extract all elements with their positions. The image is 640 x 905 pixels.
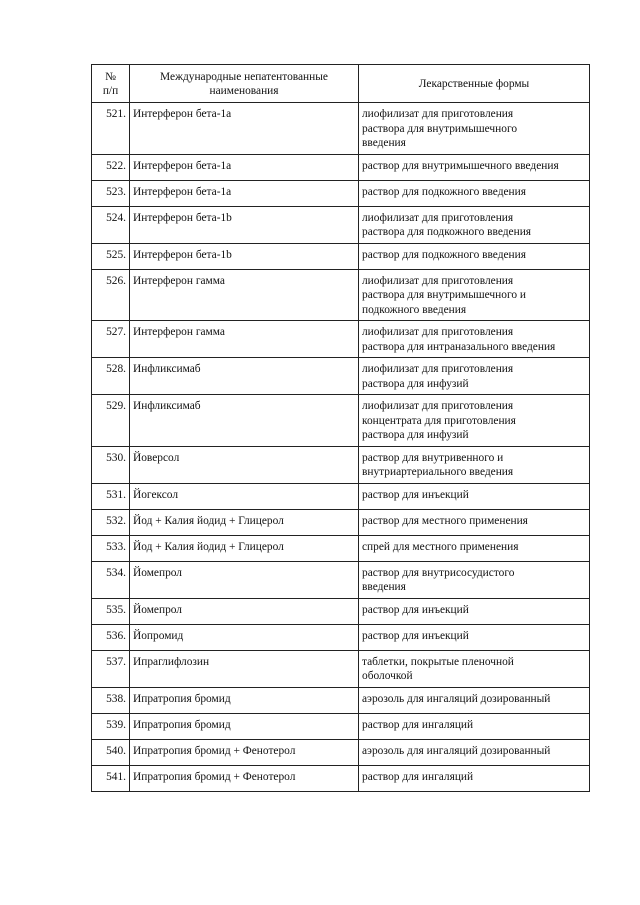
dosage-form: раствор для внутрисосудистого введения: [359, 561, 590, 598]
drug-name: Интерферон бета-1а: [130, 154, 359, 180]
row-number: 522.: [92, 154, 130, 180]
table-body: [92, 103, 590, 792]
dosage-form: раствор для ингаляций: [359, 713, 590, 739]
drug-name: Йомепрол: [130, 598, 359, 624]
drug-name: Йомепрол: [130, 561, 359, 598]
drug-name: Ипратропия бромид + Фенотерол: [130, 739, 359, 765]
dosage-form: раствор для инъекций: [359, 598, 590, 624]
drug-table: [91, 64, 590, 792]
dosage-form: раствор для инъекций: [359, 483, 590, 509]
dosage-form: раствор для ингаляций: [359, 765, 590, 791]
drug-name: Интерферон гамма: [130, 269, 359, 321]
table-row: [92, 535, 590, 561]
dosage-form: спрей для местного применения: [359, 535, 590, 561]
dosage-form: лиофилизат для приготовления раствора для подкожного введения: [359, 206, 590, 243]
table-row: [92, 561, 590, 598]
row-number: 537.: [92, 650, 130, 687]
table-row: [92, 154, 590, 180]
table-row: [92, 180, 590, 206]
header-number: № п/п: [92, 65, 130, 103]
header-form: Лекарственные формы: [359, 65, 590, 103]
dosage-form: лиофилизат для приготовления раствора для внутримышечного введения: [359, 103, 590, 155]
drug-name: Йогексол: [130, 483, 359, 509]
drug-name: Интерферон бета-1b: [130, 206, 359, 243]
table-row: [92, 650, 590, 687]
table-row: [92, 739, 590, 765]
drug-name: Йоверсол: [130, 446, 359, 483]
dosage-form: раствор для инъекций: [359, 624, 590, 650]
table-row: [92, 269, 590, 321]
dosage-form: лиофилизат для приготовления раствора для интраназального введения: [359, 321, 590, 358]
row-number: 534.: [92, 561, 130, 598]
row-number: 527.: [92, 321, 130, 358]
table-row: [92, 598, 590, 624]
row-number: 540.: [92, 739, 130, 765]
row-number: 536.: [92, 624, 130, 650]
row-number: 529.: [92, 395, 130, 447]
table-header: [92, 65, 590, 103]
drug-name: Инфликсимаб: [130, 358, 359, 395]
drug-name: Йопромид: [130, 624, 359, 650]
table-row: [92, 483, 590, 509]
drug-name: Йод + Калия йодид + Глицерол: [130, 509, 359, 535]
row-number: 524.: [92, 206, 130, 243]
table-row: [92, 765, 590, 791]
row-number: 525.: [92, 243, 130, 269]
row-number: 531.: [92, 483, 130, 509]
dosage-form: аэрозоль для ингаляций дозированный: [359, 739, 590, 765]
dosage-form: лиофилизат для приготовления раствора для внутримышечного и подкожного введения: [359, 269, 590, 321]
drug-name: Интерферон бета-1а: [130, 180, 359, 206]
table-row: [92, 243, 590, 269]
table-row: [92, 358, 590, 395]
header-name: Международные непатентованные наименования: [130, 65, 359, 103]
drug-name: Йод + Калия йодид + Глицерол: [130, 535, 359, 561]
row-number: 526.: [92, 269, 130, 321]
table-row: [92, 713, 590, 739]
dosage-form: раствор для подкожного введения: [359, 243, 590, 269]
dosage-form: лиофилизат для приготовления раствора для инфузий: [359, 358, 590, 395]
table-header-row: [92, 65, 590, 103]
row-number: 528.: [92, 358, 130, 395]
row-number: 523.: [92, 180, 130, 206]
row-number: 533.: [92, 535, 130, 561]
row-number: 535.: [92, 598, 130, 624]
table-row: [92, 446, 590, 483]
drug-name: Ипраглифлозин: [130, 650, 359, 687]
row-number: 521.: [92, 103, 130, 155]
table-row: [92, 509, 590, 535]
dosage-form: аэрозоль для ингаляций дозированный: [359, 687, 590, 713]
table-row: [92, 321, 590, 358]
drug-name: Ипратропия бромид: [130, 687, 359, 713]
dosage-form: таблетки, покрытые пленочной оболочкой: [359, 650, 590, 687]
row-number: 530.: [92, 446, 130, 483]
table-row: [92, 624, 590, 650]
table-row: [92, 103, 590, 155]
table-row: [92, 687, 590, 713]
drug-name: Интерферон бета-1а: [130, 103, 359, 155]
dosage-form: раствор для внутримышечного введения: [359, 154, 590, 180]
drug-name: Ипратропия бромид + Фенотерол: [130, 765, 359, 791]
dosage-form: раствор для местного применения: [359, 509, 590, 535]
row-number: 539.: [92, 713, 130, 739]
drug-name: Инфликсимаб: [130, 395, 359, 447]
row-number: 532.: [92, 509, 130, 535]
row-number: 538.: [92, 687, 130, 713]
dosage-form: лиофилизат для приготовления концентрата для приготовления раствора для инфузий: [359, 395, 590, 447]
drug-name: Интерферон гамма: [130, 321, 359, 358]
drug-name: Ипратропия бромид: [130, 713, 359, 739]
dosage-form: раствор для внутривенного и внутриартериального введения: [359, 446, 590, 483]
table-row: [92, 206, 590, 243]
drug-name: Интерферон бета-1b: [130, 243, 359, 269]
dosage-form: раствор для подкожного введения: [359, 180, 590, 206]
table-row: [92, 395, 590, 447]
row-number: 541.: [92, 765, 130, 791]
